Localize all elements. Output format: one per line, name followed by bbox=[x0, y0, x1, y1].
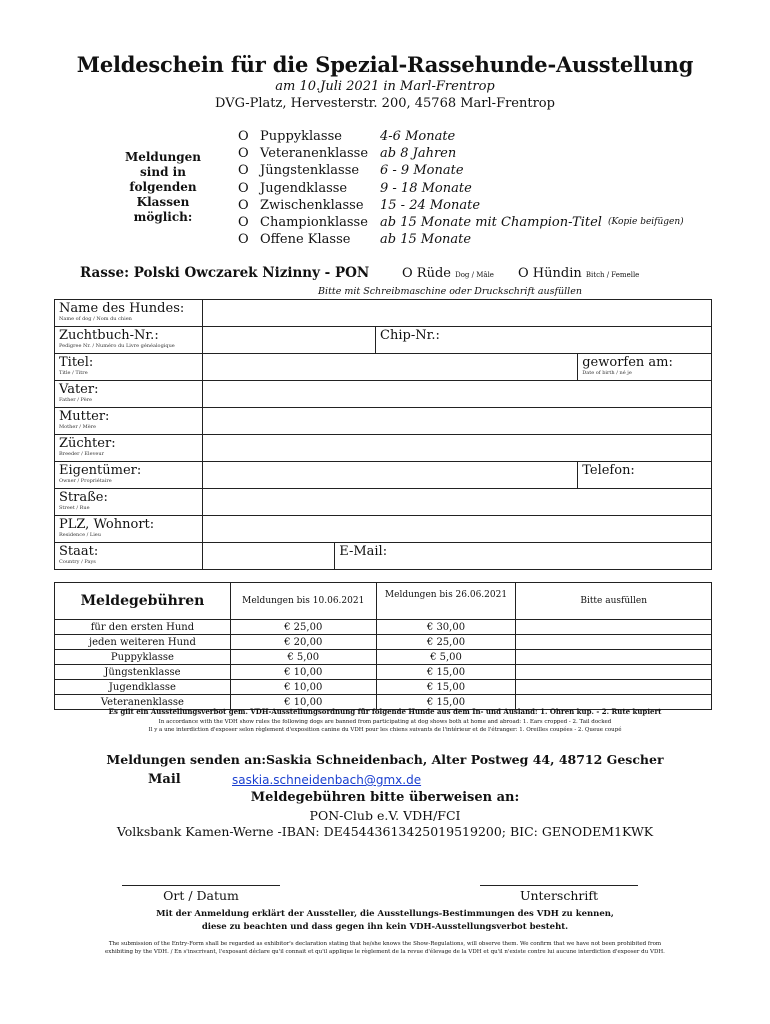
footer-line-1: The submission of the Entry-Form shall be regarded as exhibitor's declaration stating that he/she knows the Show-Regulations, will observe them. We confirm that we have not been prohibited from bbox=[108, 941, 662, 947]
classes-note: Meldungen sind in folgenden Klassen möglich: bbox=[124, 150, 202, 224]
place-date-label: Ort / Datum bbox=[163, 888, 239, 903]
class-note: (Kopie beifügen) bbox=[607, 217, 684, 228]
class-option-intermediate[interactable] bbox=[238, 197, 684, 214]
class-age: ab 15 Monate bbox=[380, 232, 472, 248]
class-name: Offene Klasse bbox=[260, 232, 351, 248]
title-field[interactable] bbox=[202, 354, 577, 381]
birth-date-label: geworfen am: bbox=[582, 355, 673, 370]
breeder-label: Züchter: Breeder / Eleveur bbox=[55, 435, 203, 462]
ban-notice-de: Es gilt ein Ausstellungsverbot gem. VDH-Ausstellungsordnung für folgende Hunde aus dem In- und Ausland: 1. Ohren kup. - 2. Rute kupiert bbox=[108, 707, 662, 716]
class-option-junior[interactable] bbox=[238, 180, 684, 197]
send-address: Meldungen senden an:Saskia Schneidenbach, Alter Postweg 44, 48712 Gescher bbox=[106, 752, 664, 767]
class-name: Zwischenklasse bbox=[260, 197, 364, 213]
table-row: jeden weiteren Hund € 20,00 € 25,00 bbox=[55, 635, 712, 650]
sex-option-female[interactable]: O Hündin Bitch / Femelle bbox=[518, 266, 640, 281]
checkbox[interactable]: O bbox=[238, 129, 249, 144]
declaration-line-1: Mit der Anmeldung erklärt der Aussteller, die Ausstellungs-Bestimmungen des VDH zu kennen, bbox=[156, 909, 614, 919]
email-field[interactable] bbox=[335, 543, 712, 570]
title-label: Titel: Title / Titre bbox=[55, 354, 203, 381]
footer-line-2: exhibiting by the VDH. / En s'inscrivant, l'exposant déclare qu'il connait et qu'il applique le règlement de la revue d'élevage de la VDH et qu'il n'existe contre lui aucune interdiction d'exposer du VDH. bbox=[105, 949, 665, 955]
fee-input[interactable] bbox=[516, 650, 712, 665]
country-label: Staat: Country / Pays bbox=[55, 543, 203, 570]
entry-form bbox=[54, 299, 712, 570]
studbook-field[interactable] bbox=[202, 327, 375, 354]
checkbox[interactable]: O bbox=[238, 146, 249, 162]
city-field[interactable] bbox=[202, 516, 711, 543]
table-row: für den ersten Hund € 25,00 € 30,00 bbox=[55, 620, 712, 635]
email-label: E-Mail: bbox=[339, 544, 388, 559]
owner-field[interactable] bbox=[202, 462, 577, 489]
event-address: DVG-Platz, Hervesterstr. 200, 45768 Marl-Frentrop bbox=[215, 96, 555, 111]
class-name: Jugendklasse bbox=[260, 180, 348, 196]
mother-field[interactable] bbox=[202, 408, 711, 435]
payment-club: PON-Club e.V. VDH/FCI bbox=[309, 808, 461, 823]
class-age: ab 15 Monate mit Champion-Titel bbox=[380, 215, 602, 231]
ban-notice-en: In accordance with the VDH show rules the following dogs are banned from participating at dog shows both at home and abroad: 1. Ears cropped - 2. Tail docked bbox=[158, 719, 612, 725]
class-name: Veteranenklasse bbox=[260, 146, 369, 162]
breeder-field[interactable] bbox=[202, 435, 711, 462]
country-field[interactable] bbox=[202, 543, 334, 570]
fees-col-early: Meldungen bis 10.06.2021 bbox=[230, 583, 376, 620]
mother-label: Mutter: Mother / Mère bbox=[55, 408, 203, 435]
mail-link[interactable]: saskia.schneidenbach@gmx.de bbox=[232, 773, 422, 787]
class-name: Championklasse bbox=[260, 215, 368, 231]
class-list bbox=[238, 128, 684, 248]
dog-name-field[interactable] bbox=[202, 300, 711, 327]
dog-name-label: Name des Hundes: Name of dog / Nom du chien bbox=[55, 300, 203, 327]
studbook-label: Zuchtbuch-Nr.: Pedigree Nr. / Numéro du Livre généalogique bbox=[55, 327, 203, 354]
payment-bank: Volksbank Kamen-Werne -IBAN: DE45443613425019519200; BIC: GENODEM1KWK bbox=[116, 824, 654, 839]
street-label: Straße: Street / Rue bbox=[55, 489, 203, 516]
table-row: Puppyklasse € 5,00 € 5,00 bbox=[55, 650, 712, 665]
checkbox[interactable]: O bbox=[238, 163, 249, 179]
fee-input[interactable] bbox=[516, 665, 712, 680]
form-hint: Bitte mit Schreibmaschine oder Druckschrift ausfüllen bbox=[318, 286, 582, 297]
breed-label: Rasse: Polski Owczarek Nizinny - PON bbox=[80, 265, 370, 281]
class-option-veteran[interactable] bbox=[238, 145, 684, 162]
sex-option-male[interactable]: O Rüde Dog / Mâle bbox=[402, 266, 494, 281]
fee-input[interactable] bbox=[516, 620, 712, 635]
class-option-champion[interactable] bbox=[238, 214, 684, 231]
chip-field[interactable] bbox=[376, 327, 712, 354]
owner-label: Eigentümer: Owner / Propriétaire bbox=[55, 462, 203, 489]
father-label: Vater: Father / Père bbox=[55, 381, 203, 408]
class-age: 4-6 Monate bbox=[380, 129, 456, 144]
signature-label: Unterschrift bbox=[519, 888, 599, 903]
class-age: 6 - 9 Monate bbox=[380, 163, 464, 179]
fees-col-late: Meldungen bis 26.06.2021 bbox=[376, 583, 516, 620]
checkbox[interactable]: O bbox=[238, 197, 249, 213]
class-age: ab 8 Jahren bbox=[380, 146, 457, 162]
birth-date-field[interactable]: geworfen am: Date of birth / né je bbox=[578, 354, 712, 381]
page-title: Meldeschein für die Spezial-Rassehunde-Ausstellung bbox=[76, 52, 694, 77]
fees-col-fill: Bitte ausfüllen bbox=[516, 583, 712, 620]
place-date-line[interactable] bbox=[122, 885, 280, 886]
phone-field[interactable] bbox=[578, 462, 712, 489]
phone-label: Telefon: bbox=[582, 463, 635, 478]
fee-input[interactable] bbox=[516, 680, 712, 695]
father-field[interactable] bbox=[202, 381, 711, 408]
street-field[interactable] bbox=[202, 489, 711, 516]
chip-label: Chip-Nr.: bbox=[380, 328, 440, 343]
table-row: Veteranenklasse € 10,00 € 15,00 bbox=[55, 695, 712, 710]
signature-line[interactable] bbox=[480, 885, 638, 886]
class-age: 9 - 18 Monate bbox=[380, 180, 472, 196]
fees-table bbox=[54, 582, 712, 710]
class-name: Puppyklasse bbox=[260, 129, 342, 144]
checkbox[interactable]: O bbox=[238, 215, 249, 231]
class-option-puppy[interactable] bbox=[238, 128, 684, 145]
class-option-minor-puppy[interactable] bbox=[238, 162, 684, 179]
class-option-open[interactable] bbox=[238, 231, 684, 248]
declaration-line-2: diese zu beachten und dass gegen ihn kein VDH-Ausstellungsverbot besteht. bbox=[201, 922, 569, 932]
event-date: am 10.Juli 2021 in Marl-Frentrop bbox=[275, 79, 495, 94]
fees-title: Meldegebühren bbox=[55, 583, 231, 620]
class-name: Jüngstenklasse bbox=[260, 163, 360, 179]
mail-label: Mail bbox=[148, 772, 181, 787]
checkbox[interactable]: O bbox=[238, 180, 249, 196]
class-age: 15 - 24 Monate bbox=[380, 197, 481, 213]
payment-heading: Meldegebühren bitte überweisen an: bbox=[250, 790, 520, 805]
city-label: PLZ, Wohnort: Residence / Lieu bbox=[55, 516, 203, 543]
ban-notice-fr: Il y a une interdiction d'exposer selon règlement d'exposition canine du VDH pour les chiens suivants de l'intérieur et de l'étranger: 1. Oreilles coupées - 2. Queue coupé bbox=[148, 727, 622, 733]
table-row: Jugendklasse € 10,00 € 15,00 bbox=[55, 680, 712, 695]
table-row: Jüngstenklasse € 10,00 € 15,00 bbox=[55, 665, 712, 680]
fee-input[interactable] bbox=[516, 635, 712, 650]
checkbox[interactable]: O bbox=[238, 232, 249, 248]
